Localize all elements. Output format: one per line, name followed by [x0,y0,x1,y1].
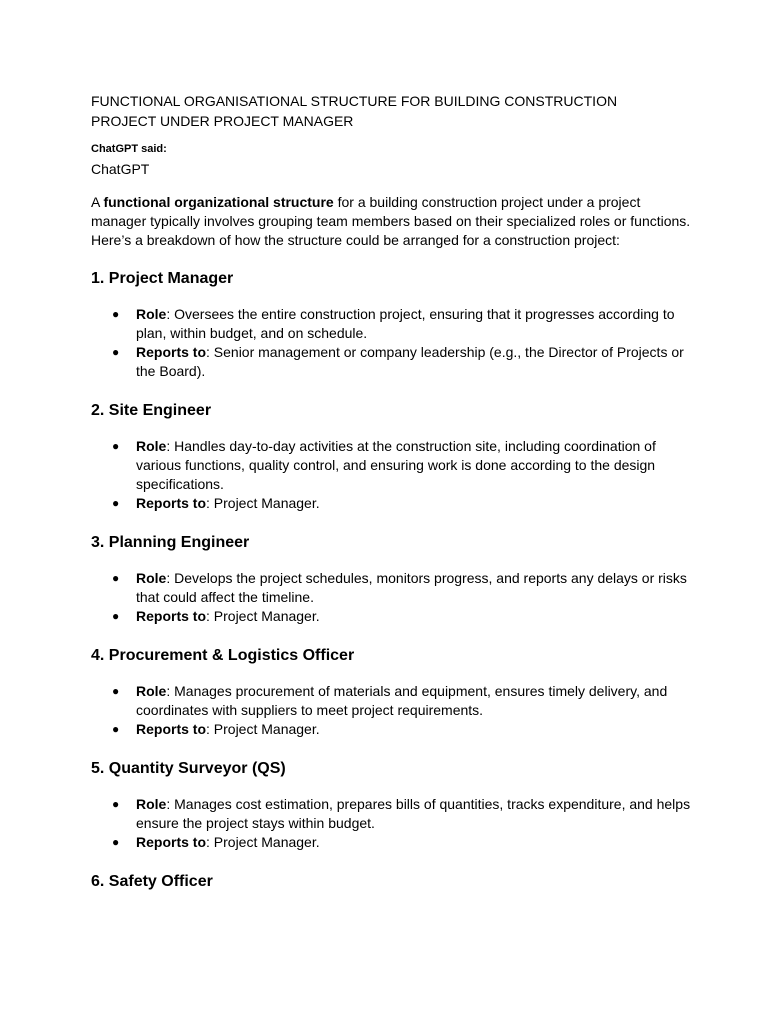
reports-to-label: Reports to [136,495,206,511]
list-item-role [91,305,691,343]
role-label: Role [136,570,167,586]
document-page [91,92,691,908]
role-text: : Manages cost estimation, prepares bills of quantities, tracks expenditure, and helps ensure the project stays within budget. [136,796,691,831]
role-text: : Oversees the entire construction project, ensuring that it progresses according to plan, within budget, and on schedule. [136,306,675,341]
role-text: : Handles day-to-day activities at the construction site, including coordination of various functions, quality control, and ensuring work is done according to the design specifications. [136,438,656,492]
reports-to-label: Reports to [136,834,206,850]
section-heading-safety-officer: 6. Safety Officer [91,873,213,890]
section-list-procurement-logistics-officer [91,682,691,739]
section-heading-planning-engineer: 3. Planning Engineer [91,534,250,551]
bullet-icon: ● [112,722,120,736]
chatgpt-said-label: ChatGPT said: [91,143,167,155]
role-label: Role [136,683,167,699]
section-list-planning-engineer [91,569,691,626]
list-item-reports-to [91,720,691,739]
title-line-2: PROJECT UNDER PROJECT MANAGER [91,112,354,129]
list-item-reports-to [91,833,691,852]
bullet-icon: ● [112,307,120,321]
reports-to-text: : Senior management or company leadership (e.g., the Director of Projects or the Board). [136,344,684,379]
section-list-site-engineer [91,437,691,513]
reports-to-label: Reports to [136,608,206,624]
bullet-icon: ● [112,609,120,623]
document-title [91,92,691,131]
role-label: Role [136,796,167,812]
role-label: Role [136,438,167,454]
intro-paragraph [91,193,691,250]
bullet-icon: ● [112,684,120,698]
reports-to-label: Reports to [136,721,206,737]
bullet-icon: ● [112,439,120,453]
reports-to-label: Reports to [136,344,206,360]
list-item-role [91,569,691,607]
list-item-reports-to [91,343,691,381]
role-text: : Develops the project schedules, monitors progress, and reports any delays or risks that could affect the timeline. [136,570,687,605]
bullet-icon: ● [112,797,120,811]
list-item-role [91,682,691,720]
intro-rest: for a building construction project under a project manager typically involves grouping team members based on their specialized roles or functions. Here’s a breakdown of how the structure could be arranged for a construction project: [91,194,691,248]
role-label: Role [136,306,167,322]
list-item-reports-to [91,607,691,626]
list-item-role [91,437,691,494]
list-item-role [91,795,691,833]
section-heading-procurement-logistics-officer: 4. Procurement & Logistics Officer [91,647,355,664]
reports-to-text: : Project Manager. [206,721,320,737]
list-item-reports-to [91,494,691,513]
intro-bold-term: functional organizational structure [103,194,334,210]
section-heading-quantity-surveyor: 5. Quantity Surveyor (QS) [91,760,286,777]
role-text: : Manages procurement of materials and equipment, ensures timely delivery, and coordinates with suppliers to meet project requirements. [136,683,668,718]
reports-to-text: : Project Manager. [206,834,320,850]
reports-to-text: : Project Manager. [206,495,320,511]
section-list-quantity-surveyor [91,795,691,852]
title-line-1: FUNCTIONAL ORGANISATIONAL STRUCTURE FOR BUILDING CONSTRUCTION [91,93,618,109]
section-heading-site-engineer: 2. Site Engineer [91,402,212,419]
bullet-icon: ● [112,345,120,359]
bullet-icon: ● [112,496,120,510]
assistant-name: ChatGPT [91,161,150,177]
bullet-icon: ● [112,835,120,849]
reports-to-text: : Project Manager. [206,608,320,624]
section-heading-project-manager: 1. Project Manager [91,270,234,287]
intro-prefix: A [91,194,104,210]
bullet-icon: ● [112,571,120,585]
section-list-project-manager [91,305,691,381]
